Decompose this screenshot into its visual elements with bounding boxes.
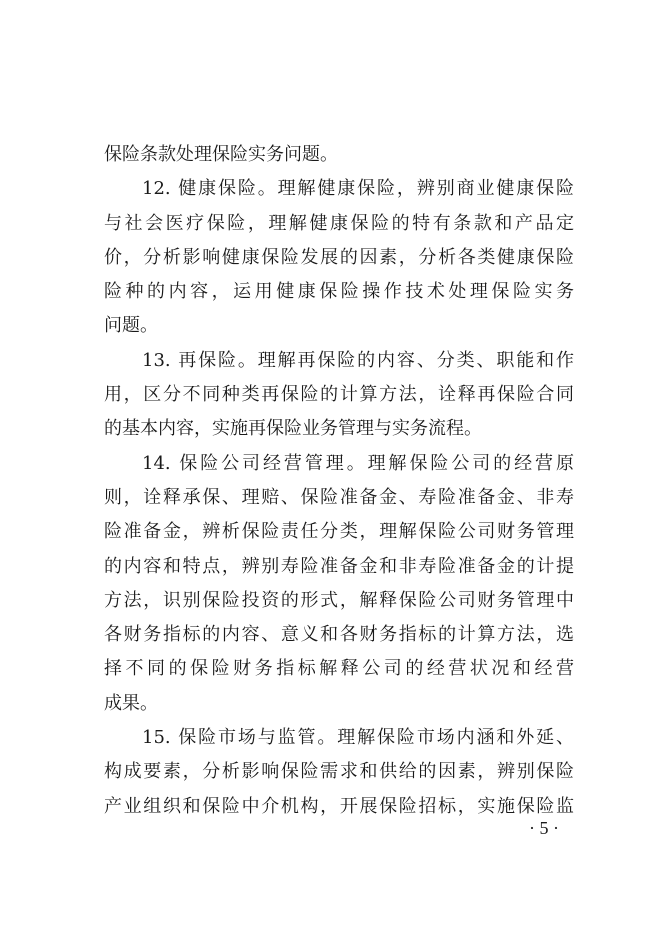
text-line: 险种的内容，运用健康保险操作技术处理保险实务 xyxy=(104,281,574,303)
text-line: 14. 保险公司经营管理。理解保险公司的经营原 xyxy=(142,452,574,474)
text-line: 13. 再保险。理解再保险的内容、分类、职能和作 xyxy=(142,349,574,371)
text-line: 保险条款处理保险实务问题。 xyxy=(104,144,338,165)
text-line: 的基本内容，实施再保险业务管理与实务流程。 xyxy=(104,418,482,440)
text-line: 方法，识别保险投资的形式，解释保险公司财务管理中 xyxy=(104,589,574,611)
text-line: 问题。 xyxy=(104,315,158,337)
text-line: 成果。 xyxy=(104,692,158,714)
body-text xyxy=(104,138,574,824)
page-number: · 5 · xyxy=(529,818,559,838)
text-line: 15. 保险市场与监管。理解保险市场内涵和外延、 xyxy=(142,727,574,749)
text-line: 用，区分不同种类再保险的计算方法，诠释再保险合同 xyxy=(104,384,574,406)
text-line: 各财务指标的内容、意义和各财务指标的计算方法，选 xyxy=(104,624,574,646)
text-line: 产业组织和保险中介机构，开展保险招标，实施保险监 xyxy=(104,795,574,817)
text-line: 与社会医疗保险，理解健康保险的特有条款和产品定 xyxy=(104,212,574,234)
text-line: 险准备金，辨析保险责任分类，理解保险公司财务管理 xyxy=(104,521,574,543)
text-line: 择不同的保险财务指标解释公司的经营状况和经营 xyxy=(104,658,574,680)
text-line: 构成要素，分析影响保险需求和供给的因素，辨别保险 xyxy=(104,761,574,783)
text-line: 价，分析影响健康保险发展的因素，分析各类健康保险 xyxy=(104,246,574,268)
text-line: 12. 健康保险。理解健康保险，辨别商业健康保险 xyxy=(142,178,574,200)
text-line: 的内容和特点，辨别寿险准备金和非寿险准备金的计提 xyxy=(104,555,574,577)
text-line: 则，诠释承保、理赔、保险准备金、寿险准备金、非寿 xyxy=(104,486,574,508)
